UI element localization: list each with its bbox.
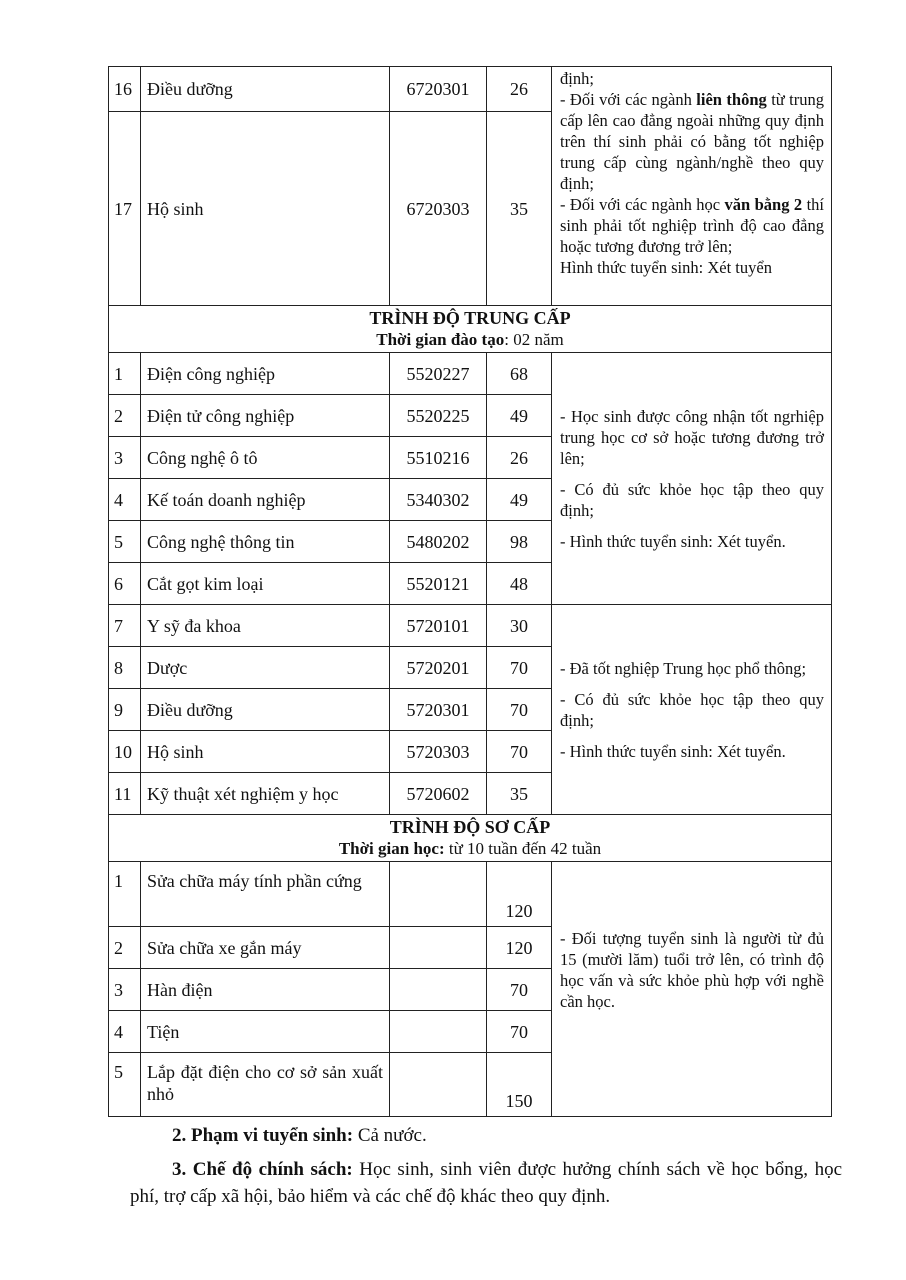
note-line: Hình thức tuyển sinh: Xét tuyển [560,258,772,277]
quota: 49 [487,395,552,437]
program-name: Kỹ thuật xét nghiệm y học [141,773,390,815]
program-code: 5520121 [390,563,487,605]
row-index: 16 [109,67,141,112]
row-index: 8 [109,647,141,689]
program-name: Hộ sinh [141,112,390,306]
section-header-intermediate [109,306,832,353]
note-line: - Hình thức tuyển sinh: Xét tuyển. [560,532,786,551]
note-line: định; [560,69,594,88]
program-code [390,862,487,927]
note-line: - Hình thức tuyển sinh: Xét tuyển. [560,742,786,761]
row-index: 5 [109,1053,141,1117]
note-line: - Đã tốt nghiệp Trung học phổ thông; [560,659,807,678]
row-index: 4 [109,479,141,521]
quota: 70 [487,731,552,773]
row-index: 4 [109,1011,141,1053]
program-code: 5340302 [390,479,487,521]
program-code: 5720301 [390,689,487,731]
program-code: 5720201 [390,647,487,689]
intermediate-requirements-technical [552,353,832,605]
program-name: Điều dưỡng [141,67,390,112]
row-index: 1 [109,862,141,927]
quota: 70 [487,689,552,731]
row-index: 17 [109,112,141,306]
program-code [390,1011,487,1053]
note-line: - Đối với các ngành liên thông từ trung cấp lên cao đẳng ngoài những quy định trên thí sinh phải có bằng tốt nghiệp trung cấp cùng ngành/nghề theo quy định; [560,90,824,193]
note-line: - Đối tượng tuyển sinh là người từ đủ 15 (mười lăm) tuổi trở lên, có trình độ học vấn và sức khỏe phù hợp với nghề cần học. [560,928,824,1011]
section-header-elementary [109,815,832,862]
quota: 68 [487,353,552,395]
program-name: Điện công nghiệp [141,353,390,395]
quota: 49 [487,479,552,521]
program-code: 5520227 [390,353,487,395]
table-row [109,605,832,647]
program-name: Y sỹ đa khoa [141,605,390,647]
elementary-requirements [552,862,832,1117]
section-title: TRÌNH ĐỘ SƠ CẤP [389,817,551,837]
quota: 98 [487,521,552,563]
quota: 30 [487,605,552,647]
row-index: 6 [109,563,141,605]
program-code: 5520225 [390,395,487,437]
row-index: 1 [109,353,141,395]
program-name: Tiện [141,1011,390,1053]
quota: 48 [487,563,552,605]
program-code [390,1053,487,1117]
program-code: 6720301 [390,67,487,112]
note-line: - Có đủ sức khỏe học tập theo quy định; [560,480,824,520]
row-index: 2 [109,927,141,969]
program-name: Sửa chữa máy tính phần cứng [141,862,390,927]
row-index: 3 [109,437,141,479]
note-line: - Đối với các ngành học văn bằng 2 thí sinh phải tốt nghiệp trình độ cao đẳng hoặc tương đương trở lên; [560,195,825,256]
program-name: Lắp đặt điện cho cơ sở sản xuất nhỏ [141,1053,390,1117]
program-code: 5720303 [390,731,487,773]
section-title: TRÌNH ĐỘ TRUNG CẤP [369,308,571,328]
program-name: Công nghệ thông tin [141,521,390,563]
program-name: Cắt gọt kim loại [141,563,390,605]
note-line: - Học sinh được công nhận tốt ngrhiệp trung học cơ sở hoặc tương đương trở lên; [560,407,824,468]
program-code [390,969,487,1011]
program-code: 6720303 [390,112,487,306]
row-index: 3 [109,969,141,1011]
program-code: 5480202 [390,521,487,563]
quota: 35 [487,112,552,306]
quota: 26 [487,67,552,112]
policy-paragraph: 3. Chế độ chính sách: Học sinh, sinh viên được hưởng chính sách về học bổng, học phí, trợ cấp xã hội, bảo hiểm và các chế độ khác theo quy định. [130,1159,843,1207]
program-name: Công nghệ ô tô [141,437,390,479]
row-index: 9 [109,689,141,731]
quota: 70 [487,969,552,1011]
table-row [109,353,832,395]
quota: 26 [487,437,552,479]
note-line: - Có đủ sức khỏe học tập theo quy định; [560,690,824,730]
row-index: 7 [109,605,141,647]
row-index: 5 [109,521,141,563]
program-name: Điều dưỡng [141,689,390,731]
college-requirements [552,67,832,306]
row-index: 11 [109,773,141,815]
quota: 70 [487,1011,552,1053]
admission-scope-paragraph: 2. Phạm vi tuyển sinh: Cả nước. [172,1125,427,1146]
quota: 70 [487,647,552,689]
program-name: Kế toán doanh nghiệp [141,479,390,521]
admission-table [108,66,832,1117]
program-name: Hàn điện [141,969,390,1011]
program-name: Dược [141,647,390,689]
program-code: 5510216 [390,437,487,479]
program-name: Hộ sinh [141,731,390,773]
program-name: Sửa chữa xe gắn máy [141,927,390,969]
quota: 150 [487,1053,552,1117]
row-index: 10 [109,731,141,773]
table-row [109,862,832,927]
program-code: 5720602 [390,773,487,815]
program-code [390,927,487,969]
intermediate-requirements-medical [552,605,832,815]
program-name: Điện tử công nghiệp [141,395,390,437]
quota: 35 [487,773,552,815]
section-duration: Thời gian đào tạo: 02 năm [376,330,564,349]
section-duration: Thời gian học: từ 10 tuần đến 42 tuần [338,839,602,858]
quota: 120 [487,927,552,969]
quota: 120 [487,862,552,927]
program-code: 5720101 [390,605,487,647]
row-index: 2 [109,395,141,437]
table-row [109,67,832,112]
